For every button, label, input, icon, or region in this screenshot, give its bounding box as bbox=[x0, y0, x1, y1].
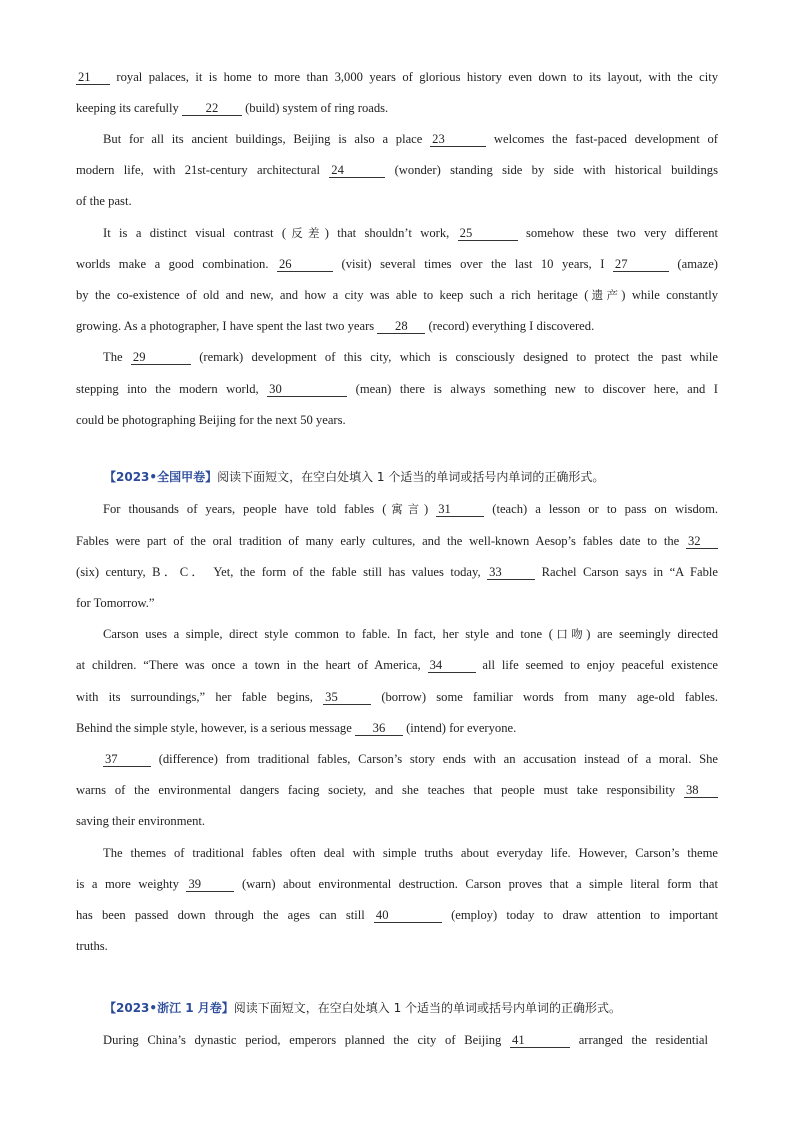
text-run: But for all its ancient buildings, Beijing is also a place bbox=[103, 132, 431, 146]
answer-blank[interactable]: 36 bbox=[355, 722, 403, 736]
text-run: The bbox=[103, 350, 131, 364]
text-run: ) while constantly bbox=[621, 288, 718, 302]
text-line bbox=[103, 751, 718, 767]
text-run: is a more weighty bbox=[76, 877, 187, 891]
answer-blank[interactable]: 29 bbox=[131, 351, 191, 365]
answer-blank[interactable]: 40 bbox=[374, 909, 442, 923]
section-header bbox=[104, 469, 718, 485]
text-run: Behind the simple style, however, is a serious message bbox=[76, 721, 355, 735]
text-run: welcomes the fast-paced development of bbox=[486, 132, 719, 146]
text-run: saving their environment. bbox=[76, 814, 206, 828]
text-run: modern life, with 21st-century architectural bbox=[76, 163, 330, 177]
text-run: (visit) several times over the last 10 years, I bbox=[333, 257, 613, 271]
answer-blank[interactable]: 31 bbox=[436, 503, 484, 517]
text-run: (build) system of ring roads. bbox=[241, 101, 389, 115]
text-run: ) are seemingly directed bbox=[586, 627, 718, 641]
text-line bbox=[76, 69, 718, 85]
answer-blank[interactable]: 32 bbox=[686, 535, 718, 549]
answer-blank[interactable]: 35 bbox=[323, 691, 371, 705]
text-line bbox=[76, 720, 718, 736]
text-run: (record) everything I discovered. bbox=[425, 319, 595, 333]
text-run: (amaze) bbox=[668, 257, 718, 271]
text-run: growing. As a photographer, I have spent the last two years bbox=[76, 319, 378, 333]
instruction-text: 阅读下面短文，在空白处填入 1 个适当的单词或括号内单词的正确形式。 bbox=[217, 470, 605, 484]
text-line bbox=[76, 564, 718, 580]
text-run: stepping into the modern world, bbox=[76, 382, 268, 396]
instruction-text: 阅读下面短文，在空白处填入 1 个适当的单词或括号内单词的正确形式。 bbox=[233, 1001, 622, 1015]
text-line bbox=[103, 225, 718, 241]
chinese-gloss: 口吻 bbox=[552, 627, 587, 641]
text-run: has been passed down through the ages can still bbox=[76, 908, 374, 922]
text-line bbox=[76, 876, 718, 892]
text-run: somehow these two very different bbox=[517, 226, 718, 240]
text-line bbox=[103, 626, 718, 642]
text-line bbox=[76, 162, 718, 178]
text-run: warns of the environmental dangers facing society, and she teaches that people must take responsibility bbox=[76, 783, 684, 797]
answer-blank[interactable]: 41 bbox=[510, 1034, 570, 1048]
text-line bbox=[76, 595, 718, 611]
text-run: For thousands of years, people have told fables ( bbox=[103, 502, 387, 516]
text-line bbox=[103, 501, 718, 517]
text-run: ) bbox=[424, 502, 437, 516]
text-line bbox=[76, 782, 718, 798]
text-run: royal palaces, it is home to more than 3,000 years of glorious history even down to its layout, with the city bbox=[110, 70, 718, 84]
text-line bbox=[76, 533, 718, 549]
answer-blank[interactable]: 22 bbox=[182, 102, 242, 116]
text-line bbox=[76, 100, 718, 116]
answer-blank[interactable]: 26 bbox=[277, 258, 333, 272]
text-run: Fables were part of the oral tradition of many early cultures, and the well-known Aesop’s fables date to the bbox=[76, 534, 686, 548]
text-run: ) that shouldn’t work, bbox=[324, 226, 458, 240]
text-run: could be photographing Beijing for the next 50 years. bbox=[76, 413, 346, 427]
text-line bbox=[103, 1032, 708, 1048]
text-line bbox=[76, 938, 718, 954]
text-line bbox=[76, 318, 718, 334]
text-line bbox=[103, 349, 718, 365]
text-line bbox=[76, 813, 718, 829]
chinese-gloss: 反差 bbox=[286, 226, 325, 240]
text-run: (six) century, B．C． Yet, the form of the fable still has values today, bbox=[76, 565, 488, 579]
text-line bbox=[76, 381, 718, 397]
text-run: (teach) a lesson or to pass on wisdom. bbox=[484, 502, 719, 516]
answer-blank[interactable]: 37 bbox=[103, 753, 151, 767]
text-line bbox=[76, 287, 718, 303]
text-run: with its surroundings,” her fable begins, bbox=[76, 690, 324, 704]
text-run: (intend) for everyone. bbox=[402, 721, 517, 735]
text-run: (mean) there is always something new to discover here, and I bbox=[347, 382, 718, 396]
answer-blank[interactable]: 34 bbox=[428, 659, 476, 673]
text-line bbox=[76, 193, 718, 209]
text-run: all life seemed to enjoy peaceful existence bbox=[475, 658, 718, 672]
answer-blank[interactable]: 30 bbox=[267, 383, 347, 397]
answer-blank[interactable]: 21 bbox=[76, 71, 110, 85]
text-run: (remark) development of this city, which is consciously designed to protect the past while bbox=[190, 350, 718, 364]
text-run: by the co-existence of old and new, and how a city was able to keep such a rich heritage ( bbox=[76, 288, 589, 302]
answer-blank[interactable]: 39 bbox=[186, 878, 234, 892]
text-line bbox=[76, 412, 718, 428]
text-run: keeping its carefully bbox=[76, 101, 182, 115]
source-tag: 【2023•浙江 1 月卷】 bbox=[104, 1001, 234, 1015]
section-header bbox=[104, 1000, 718, 1016]
text-run: truths. bbox=[76, 939, 108, 953]
answer-blank[interactable]: 38 bbox=[684, 784, 718, 798]
text-line bbox=[76, 256, 718, 272]
text-run: Carson uses a simple, direct style common to fable. In fact, her style and tone ( bbox=[103, 627, 553, 641]
chinese-gloss: 寓言 bbox=[386, 502, 425, 516]
text-run: at children. “There was once a town in the heart of America, bbox=[76, 658, 428, 672]
answer-blank[interactable]: 24 bbox=[329, 164, 385, 178]
text-line bbox=[76, 657, 718, 673]
text-run: of the past. bbox=[76, 194, 132, 208]
answer-blank[interactable]: 25 bbox=[458, 227, 518, 241]
text-run: (employ) today to draw attention to important bbox=[441, 908, 718, 922]
answer-blank[interactable]: 28 bbox=[377, 320, 425, 334]
text-run: During China’s dynastic period, emperors planned the city of Beijing bbox=[103, 1033, 511, 1047]
text-run: for Tomorrow.” bbox=[76, 596, 155, 610]
answer-blank[interactable]: 23 bbox=[430, 133, 486, 147]
text-run: The themes of traditional fables often deal with simple truths about everyday life. However, Carson’s theme bbox=[103, 846, 718, 860]
text-run: worlds make a good combination. bbox=[76, 257, 277, 271]
text-run: Rachel Carson says in “A Fable bbox=[535, 565, 718, 579]
chinese-gloss: 遗产 bbox=[588, 288, 622, 302]
text-run: (warn) about environmental destruction. Carson proves that a simple literal form that bbox=[234, 877, 718, 891]
text-line bbox=[76, 907, 718, 923]
text-run: (wonder) standing side by side with historical buildings bbox=[385, 163, 718, 177]
text-line bbox=[103, 131, 718, 147]
answer-blank[interactable]: 27 bbox=[613, 258, 669, 272]
text-line bbox=[76, 689, 718, 705]
text-run: (difference) from traditional fables, Carson’s story ends with an accusation instead of a moral. She bbox=[151, 752, 718, 766]
source-tag: 【2023•全国甲卷】 bbox=[104, 470, 218, 484]
text-run: It is a distinct visual contrast ( bbox=[103, 226, 287, 240]
text-run: arranged the residential bbox=[570, 1033, 708, 1047]
text-run: (borrow) some familiar words from many age-old fables. bbox=[371, 690, 718, 704]
answer-blank[interactable]: 33 bbox=[487, 566, 535, 580]
text-line bbox=[103, 845, 718, 861]
